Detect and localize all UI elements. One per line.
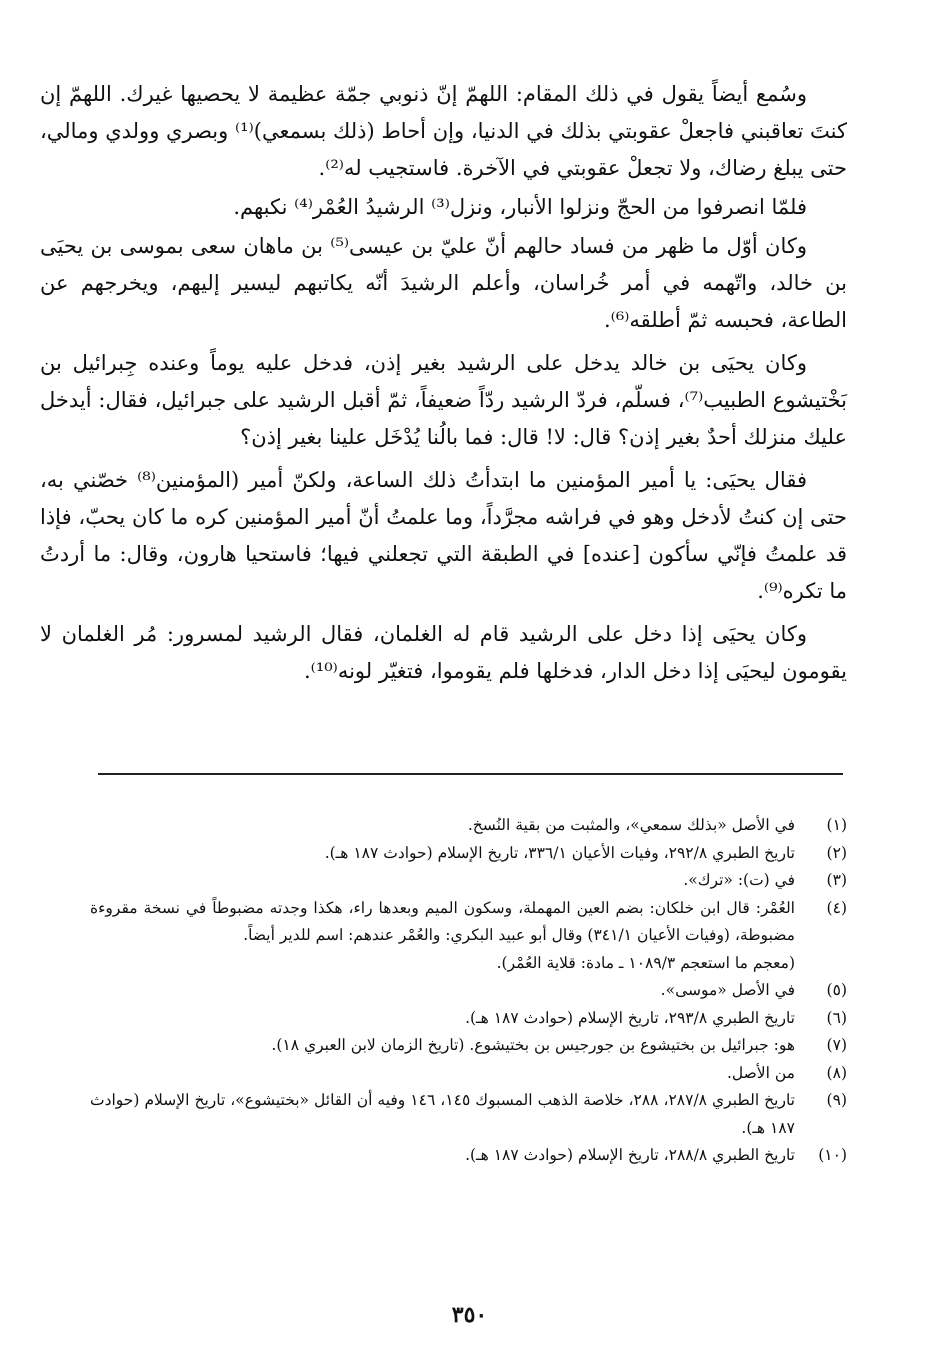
footnote (90, 950, 847, 978)
paragraph: فلمّا انصرفوا من الحجّ ونزلوا الأنبار، ونزل⁽³⁾ الرشيدُ العُمْر⁽⁴⁾ نكبهم. (233, 195, 807, 219)
footnote (90, 1087, 847, 1142)
paragraph: وكان يحيَى بن خالد يدخل على الرشيد بغير إذن، فدخل عليه يوماً وعنده جِبرائيل بن بَخْتيشوع الطبيب⁽⁷⁾، فسلّم، فردّ الرشيد ردّاً ضعيفاً، ثمّ أقبل الرشيد على جبرائيل، فقال: أيدخل عليك منزلك أحدٌ بغير إذن؟ قال: لا! قال: فما بالُنا يُدْخَل علينا بغير إذن؟ (40, 351, 847, 449)
footnote-number: (٨) (826, 1063, 847, 1082)
page-number: ٣٥٠ (451, 1302, 488, 1328)
footnote-number: (٢) (826, 843, 847, 862)
footnote-number: (٥) (826, 981, 847, 999)
footnote-number: (٣) (826, 871, 847, 889)
footnote-number: (٩) (826, 1091, 847, 1109)
footnote-number: (٧) (826, 1036, 847, 1054)
paragraph: وسُمع أيضاً يقول في ذلك المقام: اللهمّ إنّ ذنوبي جمّة عظيمة لا يحصيها غيرك. اللهمّ إن كنتَ تعاقبني فاجعلْ عقوبتي بذلك في الدنيا، وإن أحاط (ذلك بسمعي)⁽¹⁾ وبصري وولدي ومالي، حتى يبلغ رضاك، ولا تجعلْ عقوبتي في الآخرة. فاستجيب له⁽²⁾. (40, 82, 848, 180)
paragraph: فقال يحيَى: يا أمير المؤمنين ما ابتدأتُ ذلك الساعة، ولكنّ أمير (المؤمنين⁽⁸⁾ خصّني به، حتى إن كنتُ لأدخل وهو في فراشه مجرَّداً، وما علمتُ أنّ أمير المؤمنين كره ما كان يحبّ، فإذا قد علمتُ فإنّي سأكون [عنده] في الطبقة التي تجعلني فيها؛ فاستحيا هارون، وقال: ما أردتُ ما تكره⁽⁹⁾. (40, 468, 847, 603)
footnote-text: هو: جبرائيل بن بختيشوع بن جورجيس بن بختيشوع. (تاريخ الزمان لابن العبري ١٨). (271, 1036, 795, 1054)
footnote-divider (98, 773, 843, 775)
footnote-text: العُمْر: قال ابن خلكان: بضم العين المهملة، وسكون الميم وبعدها راء، هكذا وجدته مضبوطاً في نسخة مقروءة مضبوطة، (وفيات الأعيان ٣٤١/١) وقال أبو عبيد البكري: والعُمْر عندهم: اسم للدير أيضاً. (90, 898, 795, 944)
footnote-text: في الأصل «موسى». (660, 981, 795, 999)
main-text (40, 76, 847, 692)
footnote (90, 1060, 847, 1088)
footnote-number: (١٠) (818, 1146, 847, 1164)
footnote (90, 812, 847, 840)
footnote-text: من الأصل. (726, 1063, 795, 1082)
footnote (90, 1142, 847, 1170)
footnote-number: (٤) (826, 898, 847, 917)
footnote (90, 840, 847, 868)
footnote-text: في (ت): «ترك». (683, 871, 795, 889)
footnote-number: (١) (826, 816, 847, 834)
footnote-text: في الأصل «بذلك سمعي»، والمثبت من بقية النُسخ. (467, 816, 795, 834)
footnote (90, 1032, 847, 1060)
footnote (90, 895, 847, 950)
footnote-text: تاريخ الطبري ٢٨٧/٨، ٢٨٨، خلاصة الذهب المسبوك ١٤٥، ١٤٦ وفيه أن القائل «بختيشوع»، تاريخ الإسلام (حوادث ١٨٧ هـ). (90, 1091, 795, 1137)
paragraph: وكان يحيَى إذا دخل على الرشيد قام له الغلمان، فقال الرشيد لمسرور: مُر الغلمان لا يقومون ليحيَى إذا دخل الدار، فدخلها فلم يقوموا، فتغيّر لونه⁽¹⁰⁾. (40, 622, 847, 683)
footnote-text: تاريخ الطبري ٢٨٨/٨، تاريخ الإسلام (حوادث ١٨٧ هـ). (465, 1146, 795, 1164)
footnotes (90, 812, 847, 1170)
footnote (90, 977, 847, 1005)
footnote (90, 867, 847, 895)
footnote-number: (٦) (826, 1008, 847, 1027)
footnote-text: (معجم ما استعجم ١٠٨٩/٣ ـ مادة: قلاية العُمْر). (496, 953, 795, 972)
footnote-text: تاريخ الطبري ٢٩٢/٨، وفيات الأعيان ٣٣٦/١، تاريخ الإسلام (حوادث ١٨٧ هـ). (324, 843, 795, 862)
paragraph: وكان أوّل ما ظهر من فساد حالهم أنّ عليّ بن عيسى⁽⁵⁾ بن ماهان سعى بموسى بن يحيَى بن خالد، واتّهمه في أمر خُراسان، وأعلم الرشيدَ أنّه يكاتبهم ليسير إليهم، ويخرجهم عن الطاعة، فحبسه ثمّ أطلقه⁽⁶⁾. (40, 234, 847, 332)
footnote (90, 1005, 847, 1033)
footnote-text: تاريخ الطبري ٢٩٣/٨، تاريخ الإسلام (حوادث ١٨٧ هـ). (465, 1008, 795, 1027)
